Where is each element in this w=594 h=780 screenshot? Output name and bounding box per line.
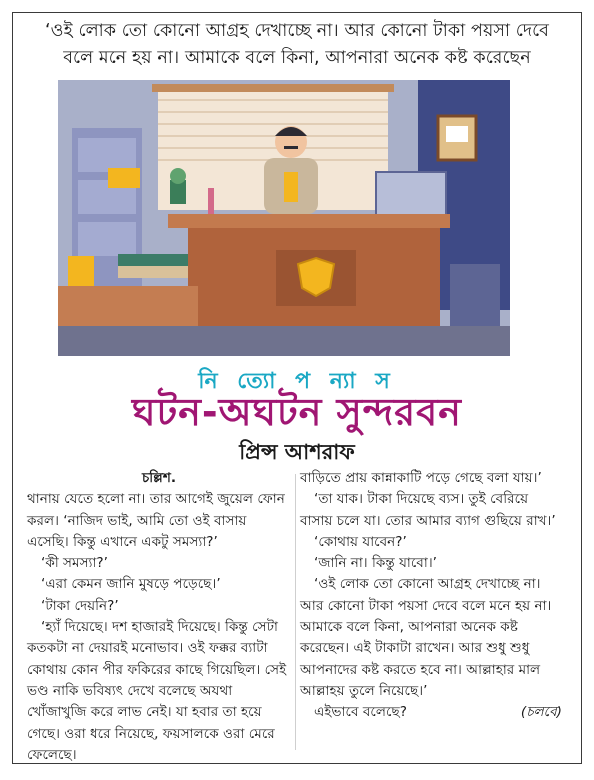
column-divider (295, 474, 296, 750)
paragraph: ‘তা যাক। টাকা দিয়েছে ব্যস। তুই বেরিয়ে বাসায় চলে যা। তোর আমার ব্যাগ গুছিয়ে রাখ।’ (300, 491, 556, 529)
police-station-office-icon (58, 80, 510, 356)
story-title: ঘটন-অঘটন সুন্দরবন (132, 390, 462, 434)
paragraph: ‘কী সমস্যা?’ (41, 555, 108, 572)
left-column (27, 468, 291, 766)
paragraph: বাড়িতে প্রায় কান্নাকাটি পড়ে গেছে বলা যায়।’ (300, 470, 542, 486)
paragraph: ‘জানি না। কিন্তু যাবো।’ (314, 555, 438, 572)
paragraph: ‘হ্যাঁ দিয়েছে। দশ হাজারই দিয়েছে। কিন্তু সেটা কতকটা না দেয়ারই মনোভাব। ওই ফক্কর ব্যাটা কোথায় কোন পীর ফকিরের কাছে গিয়েছিল। সেই ভণ্ড নাকি ভবিষ্যৎ দেখে বলেছে অযথা খোঁজাখুজি করে লাভ নেই। যা হবার তা হয়ে গেছে। ওরা ধরে নিয়েছে, ফয়সালকে ওরা মেরে ফেলেছে। (27, 619, 287, 763)
series-label: নি ত্যো প ন্যা স (198, 369, 396, 394)
pull-quote-line-1: ‘ওই লোক তো কোনো আগ্রহ দেখাচ্ছে না। আর কোনো টাকা পয়সা দেবে (44, 21, 550, 41)
chapter-heading: চল্লিশ. (141, 470, 177, 486)
paragraph-last (300, 702, 562, 723)
pull-quote (20, 18, 574, 72)
to-be-continued: (চলবে) (520, 704, 562, 721)
paragraph: ‘টাকা দেয়নি?’ (41, 597, 119, 614)
police-office-illustration (58, 80, 510, 356)
pull-quote-line-2: বলে মনে হয় না। আমাকে বলে কিনা, আপনারা অনেক কষ্ট করেছেন (63, 48, 531, 68)
author-name: প্রিন্স আশরাফ (239, 440, 355, 464)
paragraph: থানায় যেতে হলো না। তার আগেই জুয়েল ফোন করল। ‘নাজিদ ভাই, আমি তো ওই বাসায় এসেছি। কিন্তু এখানে একটু সমস্যা?’ (27, 491, 285, 550)
paragraph: ‘ওই লোক তো কোনো আগ্রহ দেখাচ্ছে না। আর কোনো টাকা পয়সা দেবে বলে মনে হয় না। আমাকে বলে কিনা, আপনারা অনেক কষ্ট করেছেন। এই টাকাটা রাখেন। আর শুধু শুধু আপনাদের কষ্ট করতে হবে না। আল্লাহার মাল আল্লাহয় তুলে নিয়েছে।’ (300, 576, 552, 699)
last-line: এইভাবে বলেছে? (314, 704, 407, 721)
paragraph: ‘কোথায় যাবেন?’ (314, 533, 407, 550)
paragraph: ‘এরা কেমন জানি মুষড়ে পড়েছে।’ (41, 576, 221, 593)
right-column (300, 468, 562, 724)
